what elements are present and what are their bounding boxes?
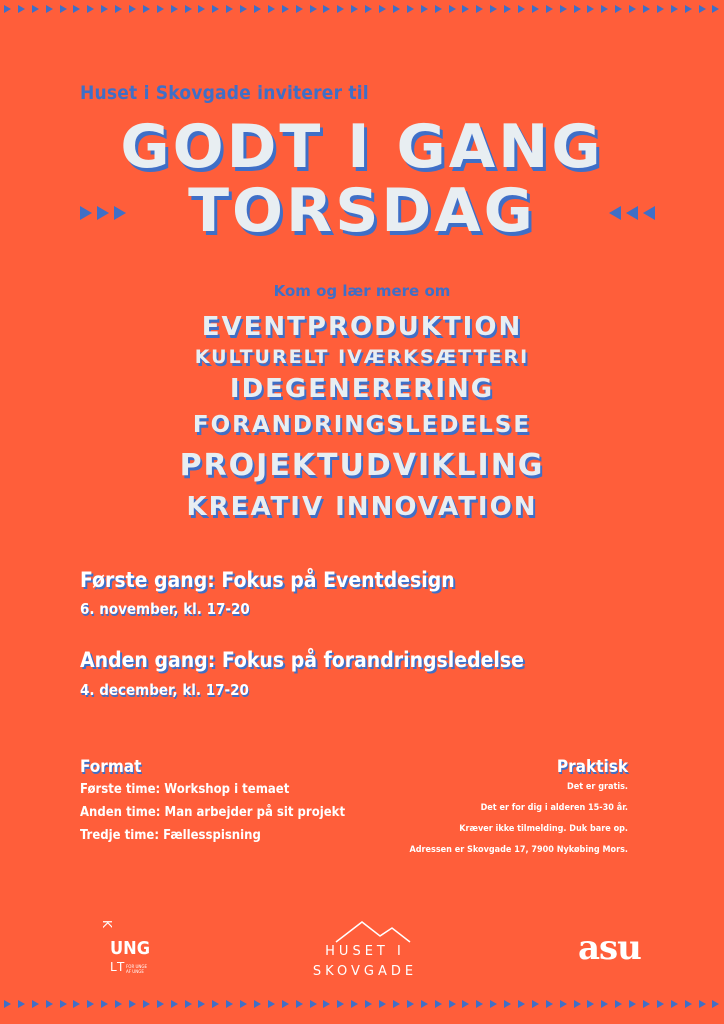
triangle-border-icon: [18, 1000, 25, 1008]
triangle-border-icon: [699, 1000, 706, 1008]
triangle-border-icon: [87, 5, 94, 13]
topic-eventproduktion: EVENTPRODUKTION: [201, 312, 523, 342]
triangle-border-icon: [657, 1000, 664, 1008]
triangle-border-icon: [226, 5, 233, 13]
triangle-border-icon: [240, 5, 247, 13]
triangle-border-icon: [46, 1000, 53, 1008]
triangle-border-icon: [712, 1000, 719, 1008]
triangle-border-icon: [268, 5, 275, 13]
huset-i-skovgade-logo: [300, 916, 430, 986]
learn-lead: Kom og lær mere om: [273, 282, 451, 300]
triangle-border-icon: [490, 5, 497, 13]
kung-logo-lt: LT: [110, 960, 127, 974]
triangle-border-icon: [435, 5, 442, 13]
triangle-border-icon: [421, 1000, 428, 1008]
triangle-border-icon: [296, 5, 303, 13]
triangle-border-icon: [657, 5, 664, 13]
triangle-border-icon: [601, 1000, 608, 1008]
triangle-border-icon: [712, 5, 719, 13]
triangle-border-icon: [171, 5, 178, 13]
praktisk-heading: Praktisk: [556, 757, 628, 777]
triangle-border-icon: [504, 5, 511, 13]
triangle-border-icon: [685, 5, 692, 13]
triangle-border-icon: [268, 1000, 275, 1008]
format-item: Første time: Workshop i temaet: [80, 782, 290, 797]
triangle-border-icon: [129, 1000, 136, 1008]
triangle-border-icon: [226, 1000, 233, 1008]
triangle-border-icon: [310, 5, 317, 13]
triangle-border-icon: [685, 1000, 692, 1008]
triangle-border-icon: [198, 1000, 205, 1008]
triangle-border-icon: [198, 5, 205, 13]
triangle-border-icon: [421, 5, 428, 13]
triangle-border-icon: [532, 1000, 539, 1008]
triangle-border-icon: [462, 5, 469, 13]
triangle-border-icon: [254, 1000, 261, 1008]
triangle-border-icon: [435, 1000, 442, 1008]
session-1-title: Første gang: Fokus på Eventdesign: [80, 568, 455, 592]
triangle-border-icon: [254, 5, 261, 13]
triangle-border-icon: [212, 1000, 219, 1008]
triangle-border-icon: [171, 1000, 178, 1008]
triangle-border-icon: [643, 5, 650, 13]
triangle-border-icon: [282, 5, 289, 13]
triangle-border-icon: [101, 1000, 108, 1008]
triangle-border-icon: [379, 1000, 386, 1008]
topic-kulturelt-ivaerksaetteri: KULTURELT IVÆRKSÆTTERI: [194, 346, 530, 368]
roof-icon: [300, 916, 430, 944]
triangle-border-icon: [629, 1000, 636, 1008]
triangle-border-icon: [643, 1000, 650, 1008]
bottom-triangle-border: [0, 1000, 724, 1010]
format-list: [80, 782, 345, 851]
asu-logo: asu: [578, 928, 641, 968]
triangle-border-icon: [504, 1000, 511, 1008]
topic-kreativ-innovation: KREATIV INNOVATION: [186, 492, 538, 522]
triangle-border-icon: [351, 1000, 358, 1008]
triangle-border-icon: [87, 1000, 94, 1008]
huset-logo-line1: HUSET I: [325, 944, 405, 959]
session-2-title: Anden gang: Fokus på forandringsledelse: [80, 648, 524, 672]
triangle-border-icon: [101, 5, 108, 13]
triangle-border-icon: [629, 5, 636, 13]
praktisk-item: Det er gratis.: [566, 782, 628, 792]
triangle-border-icon: [185, 1000, 192, 1008]
topic-forandringsledelse: FORANDRINGSLEDELSE: [192, 412, 532, 438]
praktisk-item: Kræver ikke tilmelding. Duk bare op.: [459, 824, 628, 834]
triangle-border-icon: [323, 1000, 330, 1008]
triangle-border-icon: [671, 5, 678, 13]
triangle-border-icon: [671, 1000, 678, 1008]
triangle-border-icon: [574, 1000, 581, 1008]
triangle-border-icon: [449, 1000, 456, 1008]
triangle-border-icon: [365, 5, 372, 13]
format-item: Tredje time: Fællesspisning: [80, 828, 261, 843]
triangle-border-icon: [32, 1000, 39, 1008]
praktisk-item: Det er for dig i alderen 15-30 år.: [480, 803, 628, 813]
intro-text: Huset i Skovgade inviterer til: [80, 82, 369, 104]
triangle-border-icon: [365, 1000, 372, 1008]
triangle-border-icon: [143, 5, 150, 13]
triangle-border-icon: [546, 5, 553, 13]
huset-logo-line2: SKOVGADE: [312, 964, 418, 979]
kung-logo: [100, 920, 160, 984]
title-line-2: TORSDAG: [188, 176, 536, 246]
triangle-border-icon: [157, 1000, 164, 1008]
triangle-border-icon: [601, 5, 608, 13]
triangle-border-icon: [407, 5, 414, 13]
title-line-1: GODT I GANG: [120, 112, 604, 182]
triangle-border-icon: [185, 5, 192, 13]
triangle-border-icon: [296, 1000, 303, 1008]
triangle-border-icon: [462, 1000, 469, 1008]
triangle-border-icon: [143, 1000, 150, 1008]
triangle-border-icon: [615, 5, 622, 13]
triangle-border-icon: [115, 5, 122, 13]
triangle-border-icon: [337, 5, 344, 13]
triangle-border-icon: [560, 1000, 567, 1008]
triangle-border-icon: [310, 1000, 317, 1008]
triangle-border-icon: [518, 1000, 525, 1008]
triangle-border-icon: [4, 5, 11, 13]
triangle-border-icon: [32, 5, 39, 13]
triangle-border-icon: [282, 1000, 289, 1008]
triangle-border-icon: [490, 1000, 497, 1008]
format-item: Anden time: Man arbejder på sit projekt: [80, 805, 346, 820]
triangle-border-icon: [337, 1000, 344, 1008]
session-1-date: 6. november, kl. 17-20: [80, 600, 250, 618]
triangle-border-icon: [60, 5, 67, 13]
session-2-date: 4. december, kl. 17-20: [80, 681, 249, 699]
triangle-border-icon: [407, 1000, 414, 1008]
triangle-border-icon: [379, 5, 386, 13]
triangle-border-icon: [587, 5, 594, 13]
triangle-border-icon: [699, 5, 706, 13]
triangle-border-icon: [157, 5, 164, 13]
triangle-border-icon: [393, 5, 400, 13]
praktisk-list: [409, 782, 628, 866]
triangle-border-icon: [46, 5, 53, 13]
triangle-border-icon: [129, 5, 136, 13]
kung-logo-ung: UNG: [110, 938, 150, 959]
triangle-border-icon: [574, 5, 581, 13]
triangle-border-icon: [351, 5, 358, 13]
triangle-border-icon: [532, 5, 539, 13]
triangle-border-icon: [73, 5, 80, 13]
triangle-border-icon: [546, 1000, 553, 1008]
triangle-border-icon: [560, 5, 567, 13]
kung-logo-tagline: FOR UNGE AF UNGE: [126, 964, 148, 974]
triangle-border-icon: [518, 5, 525, 13]
triangle-border-icon: [587, 1000, 594, 1008]
praktisk-item: Adressen er Skovgade 17, 7900 Nykøbing Mors.: [409, 845, 628, 855]
top-triangle-border: [0, 5, 724, 15]
triangle-border-icon: [240, 1000, 247, 1008]
format-heading: Format: [80, 757, 142, 777]
triangle-border-icon: [449, 5, 456, 13]
triangle-border-icon: [393, 1000, 400, 1008]
kung-logo-k: K: [100, 920, 114, 930]
triangle-border-icon: [212, 5, 219, 13]
triangle-border-icon: [18, 5, 25, 13]
triangle-border-icon: [615, 1000, 622, 1008]
triangle-border-icon: [4, 1000, 11, 1008]
triangle-border-icon: [60, 1000, 67, 1008]
topic-idegenerering: IDEGENERERING: [229, 374, 495, 404]
triangle-border-icon: [73, 1000, 80, 1008]
triangle-border-icon: [476, 1000, 483, 1008]
topic-projektudvikling: PROJEKTUDVIKLING: [179, 448, 545, 483]
triangle-border-icon: [323, 5, 330, 13]
triangle-border-icon: [476, 5, 483, 13]
triangle-border-icon: [115, 1000, 122, 1008]
